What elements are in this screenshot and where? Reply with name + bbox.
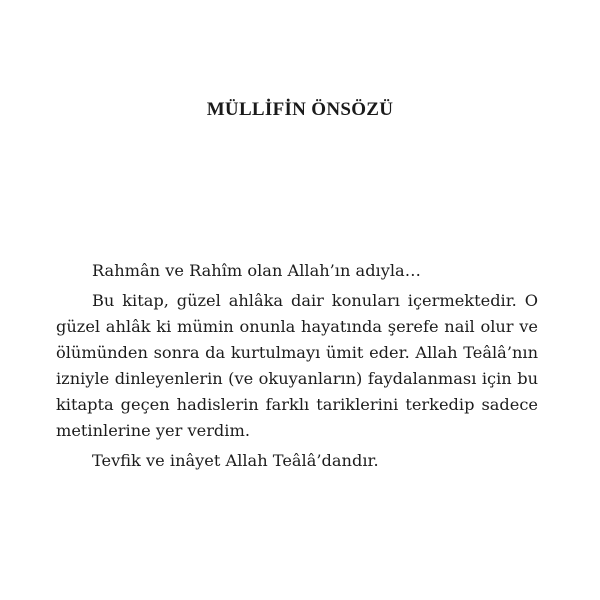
- foreword-body: [56, 258, 538, 474]
- paragraph-main: Bu kitap, güzel ahlâka dair konuları içermektedir. O güzel ahlâk ki mümin onunla hayatında şerefe nail olur ve ölümünden sonra da kurtulmayı ümit eder. Allah Teâlâ’nın izniyle dinleyenlerin (ve okuyanların) faydalanması için bu kitapta geçen hadislerin farklı tariklerini terkedip sadece metinlerine yer verdim.: [56, 291, 538, 440]
- paragraph-basmala: Rahmân ve Rahîm olan Allah’ın adıyla…: [92, 261, 421, 280]
- page-title: MÜLLİFİN ÖNSÖZÜ: [206, 99, 394, 120]
- paragraph-closing: Tevfik ve inâyet Allah Teâlâ’dandır.: [92, 451, 379, 470]
